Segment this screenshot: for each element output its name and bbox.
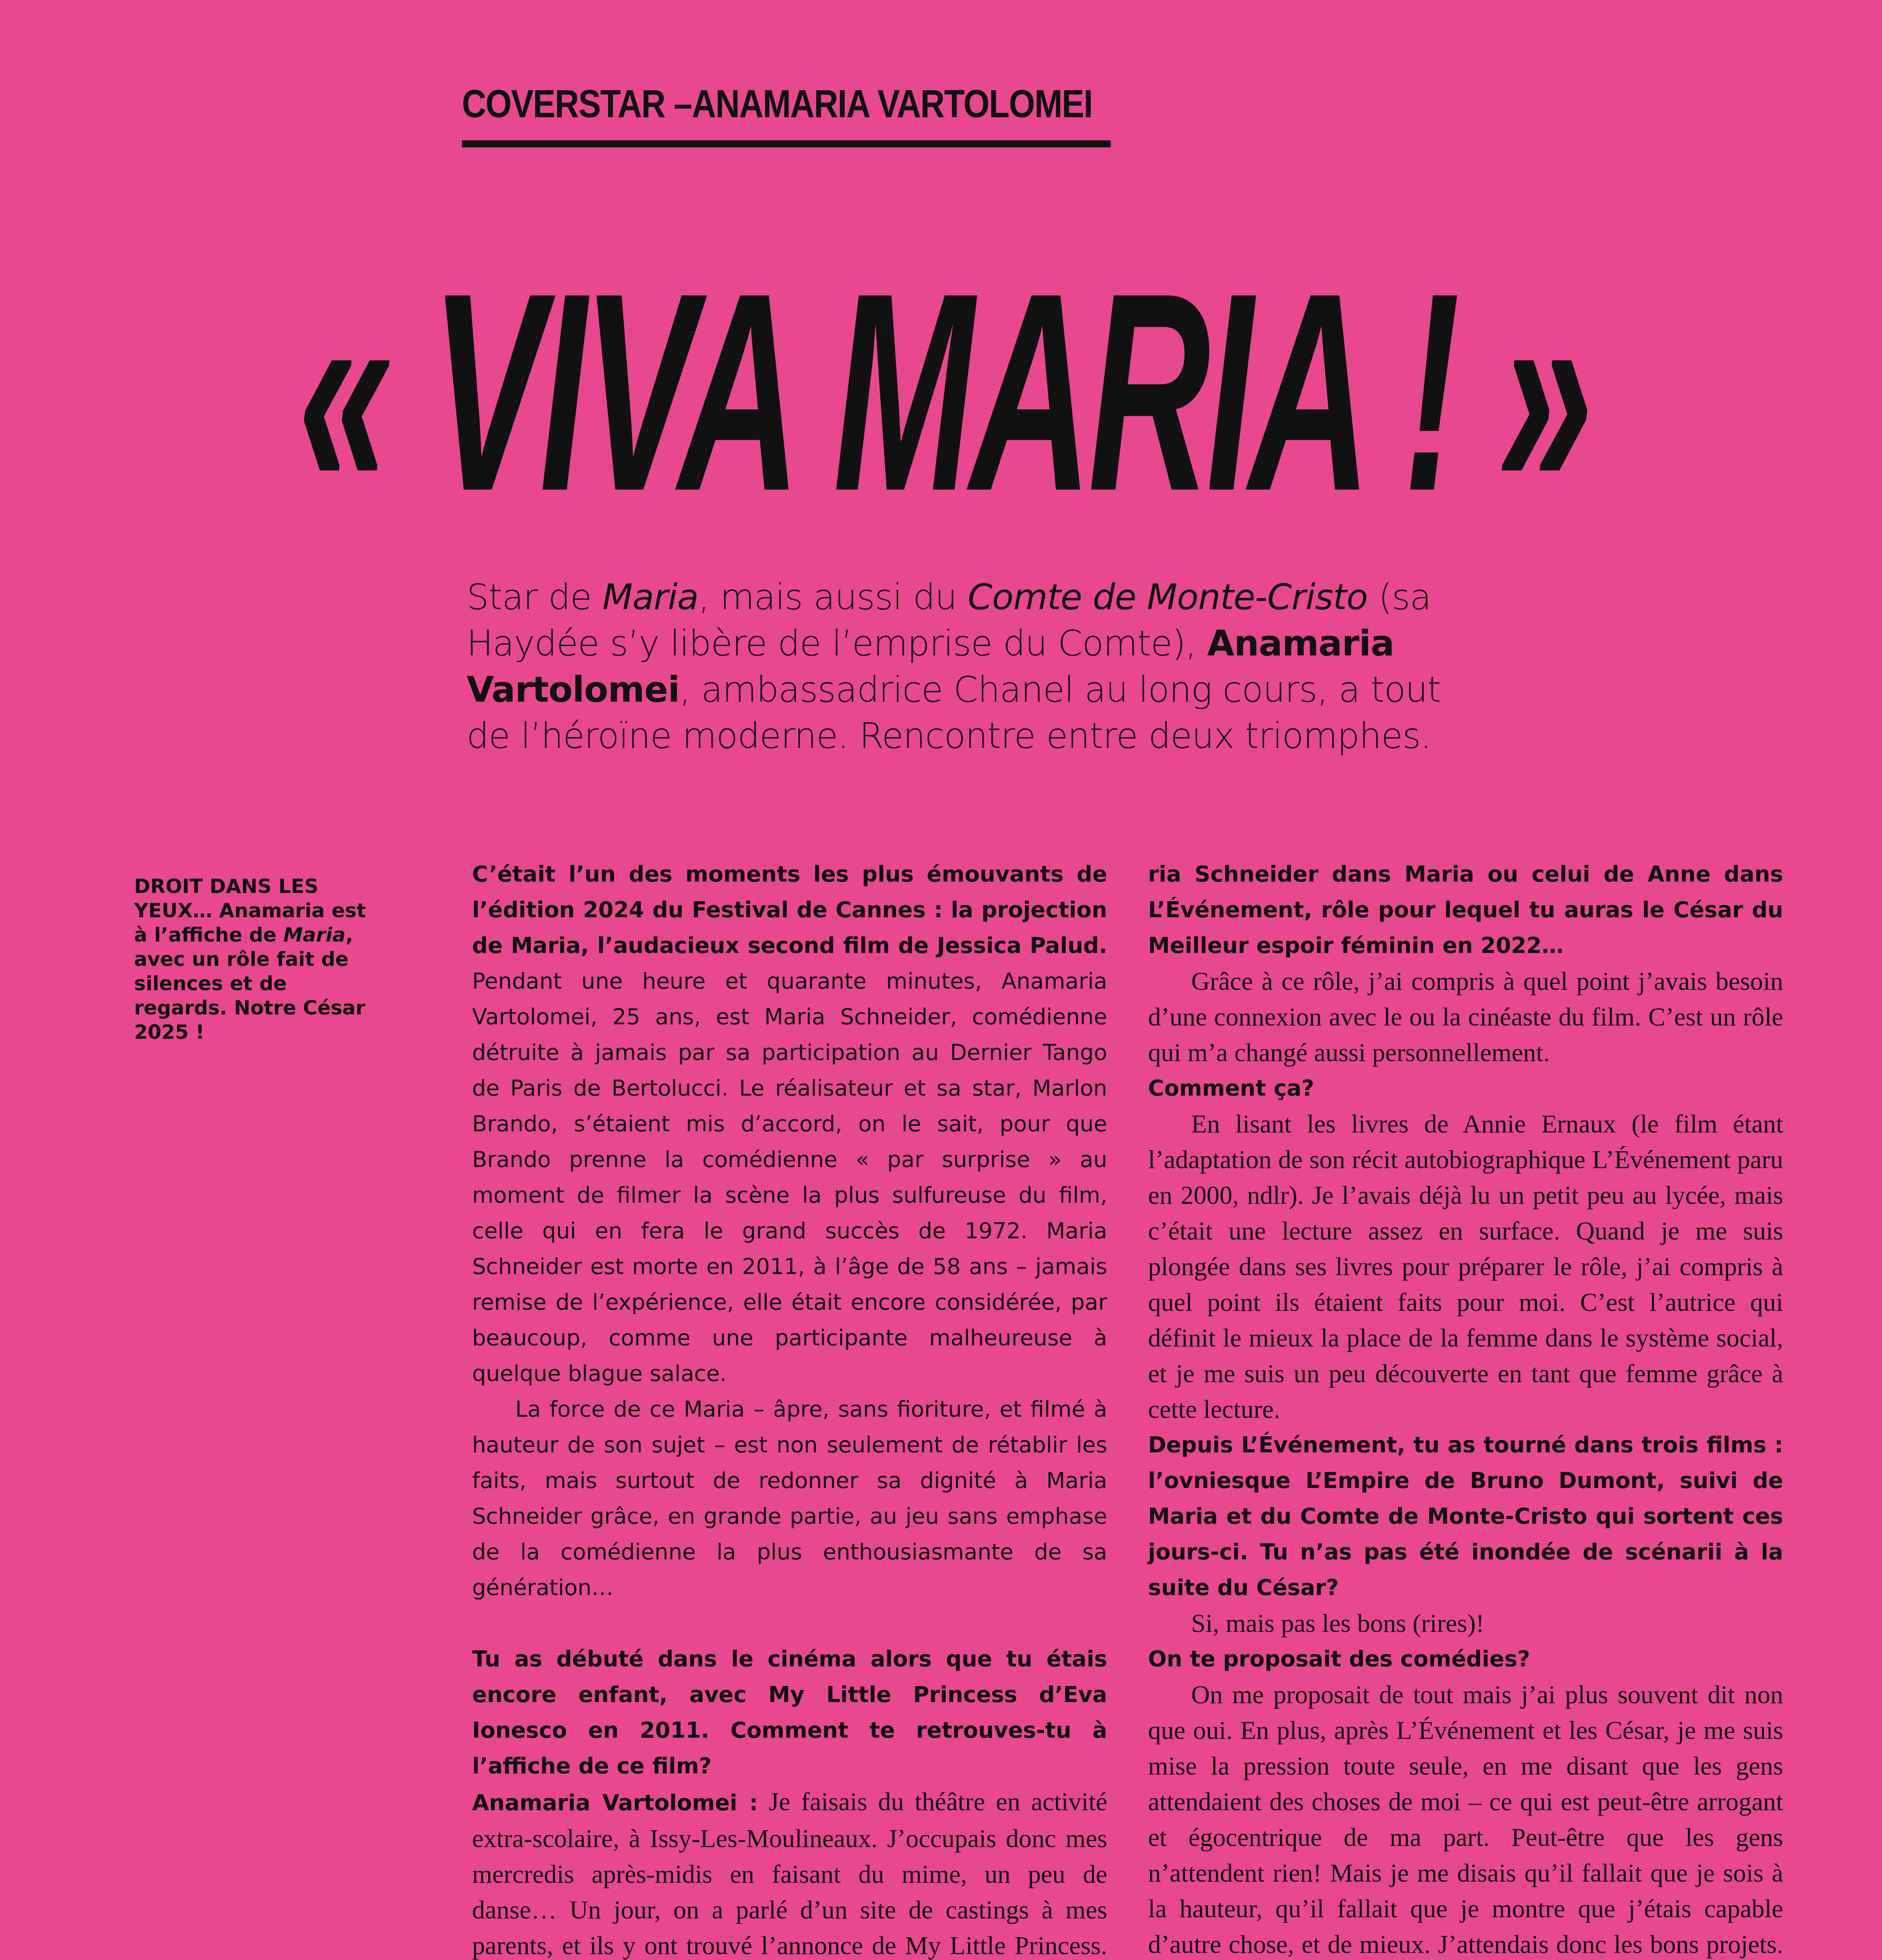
kicker-underline [462,140,1111,147]
intro-paragraph [472,857,1107,1392]
answer: Si, mais pas les bons (rires)! [1191,1609,1484,1638]
question: ria Schneider dans Maria ou celui de Anne dans L’Événement, rôle pour lequel tu auras le César du Meilleur espoir féminin en 2022… [1148,862,1783,958]
answer: Grâce à ce rôle, j’ai compris à quel point j’avais besoin d’une connexion avec le ou la cinéaste du film. C’est un rôle qui m’a changé aussi personnellement. [1148,967,1783,1067]
answer-text: Je faisais du théâtre en activité extra-scolaire, à Issy-Les-Moulineaux. J’occupais donc mes mercredis après-midis en faisant du mime, un peu de danse… Un jour, on a parlé d’un site de castings à mes parents, et ils y ont trouvé l’annonce de My Little Princess. [472,1788,1107,1960]
standfirst [467,574,1470,759]
article-column-right [1148,857,1783,1960]
standfirst-film-title: Comte de Monte-Cristo [968,577,1368,618]
standfirst-text: (sa Haydée s’y libère de l’emprise du Comte), [467,577,1431,664]
answer [472,1784,1107,1960]
paragraph: La force de ce Maria – âpre, sans fioriture, et filmé à hauteur de son sujet – est non seulement de rétablir les faits, mais surtout de redonner sa dignité à Maria Schneider grâce, en grande partie, au jeu sans emphase de la comédienne la plus enthousiasmante de sa génération… [472,1397,1107,1601]
answer: En lisant les livres de Annie Ernaux (le film étant l’adaptation de son récit autobiographique L’Événement paru en 2000, ndlr). Je l’avais déjà lu un petit peu au lycée, mais c’était une lecture assez en surface. Quand je me suis plongée dans ses livres pour préparer le rôle, j’ai compris à quel point ils étaient faits pour moi. C’est l’autrice qui définit le mieux la place de la femme dans le système social, et je me suis un peu découverte en tant que femme grâce à cette lecture. [1148,1110,1783,1424]
question: Depuis L’Événement, tu as tourné dans trois films : l’ovniesque L’Empire de Bruno Dumont, suivi de Maria et du Comte de Monte-Cristo qui sortent ces jours-ci. Tu n’as pas été inondée de scénarii à la suite du César? [1148,1432,1783,1601]
interviewee-name: Anamaria Vartolomei : [472,1790,758,1816]
question: Tu as débuté dans le cinéma alors que tu étais encore enfant, avec My Little Princess d’Eva Ionesco en 2011. Comment te retrouves-tu à l’affiche de ce film? [472,1646,1107,1779]
article-column-left [472,857,1107,1960]
question: Comment ça? [1148,1076,1314,1101]
section-kicker: COVERSTAR –ANAMARIA VARTOLOMEI [462,82,1092,126]
answer: On me proposait de tout mais j’ai plus souvent dit non que oui. En plus, après L’Événement et les César, je me suis mise la pression toute seule, en me disant que les gens attendaient des choses de moi – ce qui est peut-être arrogant et égocentrique de ma part. Peut-être que les gens n’attendent rien! Mais je me disais qu’il fallait que je sois à la hauteur, qu’il fallait que je montre que j’étais capable d’autre chose, et de mieux. J’attendais donc les bons projets. [1148,1681,1783,1959]
photo-caption [134,874,385,1044]
standfirst-text: Star de [467,577,603,618]
standfirst-text: , mais aussi du [698,577,968,618]
standfirst-name: Anamaria Vartolomei [467,623,1394,710]
question: On te proposait des comédies? [1148,1646,1530,1672]
intro-lead: C’était l’un des moments les plus émouvants de l’édition 2024 du Festival de Cannes : la projection de Maria, l’audacieux second film de Jessica Palud. [472,862,1107,958]
caption-film-title: Maria [283,924,346,946]
caption-text: DROIT DANS LES YEUX… Anamaria est à l’affiche de [134,875,366,946]
headline: « VIVA MARIA ! » [298,234,1589,550]
intro-body: Pendant une heure et quarante minutes, Anamaria Vartolomei, 25 ans, est Maria Schneider, comédienne détruite à jamais par sa participation au Dernier Tango de Paris de Bertolucci. Le réalisateur et sa star, Marlon Brando, s’étaient mis d’accord, on le sait, pour que Brando prenne la comédienne « par surprise » au moment de filmer la scène la plus sulfureuse du film, celle qui en fera le grand succès de 1972. Maria Schneider est morte en 2011, à l’âge de 58 ans – jamais remise de l’expérience, elle était encore considérée, par beaucoup, comme une participante malheureuse à quelque blague salace. [472,969,1107,1387]
caption-text: , avec un rôle fait de silences et de regards. Notre César 2025 ! [134,924,365,1044]
standfirst-film-title: Maria [602,577,699,618]
standfirst-text: , ambassadrice Chanel au long cours, a tout de l’héroïne moderne. Rencontre entre deux triomphes. [467,669,1441,757]
